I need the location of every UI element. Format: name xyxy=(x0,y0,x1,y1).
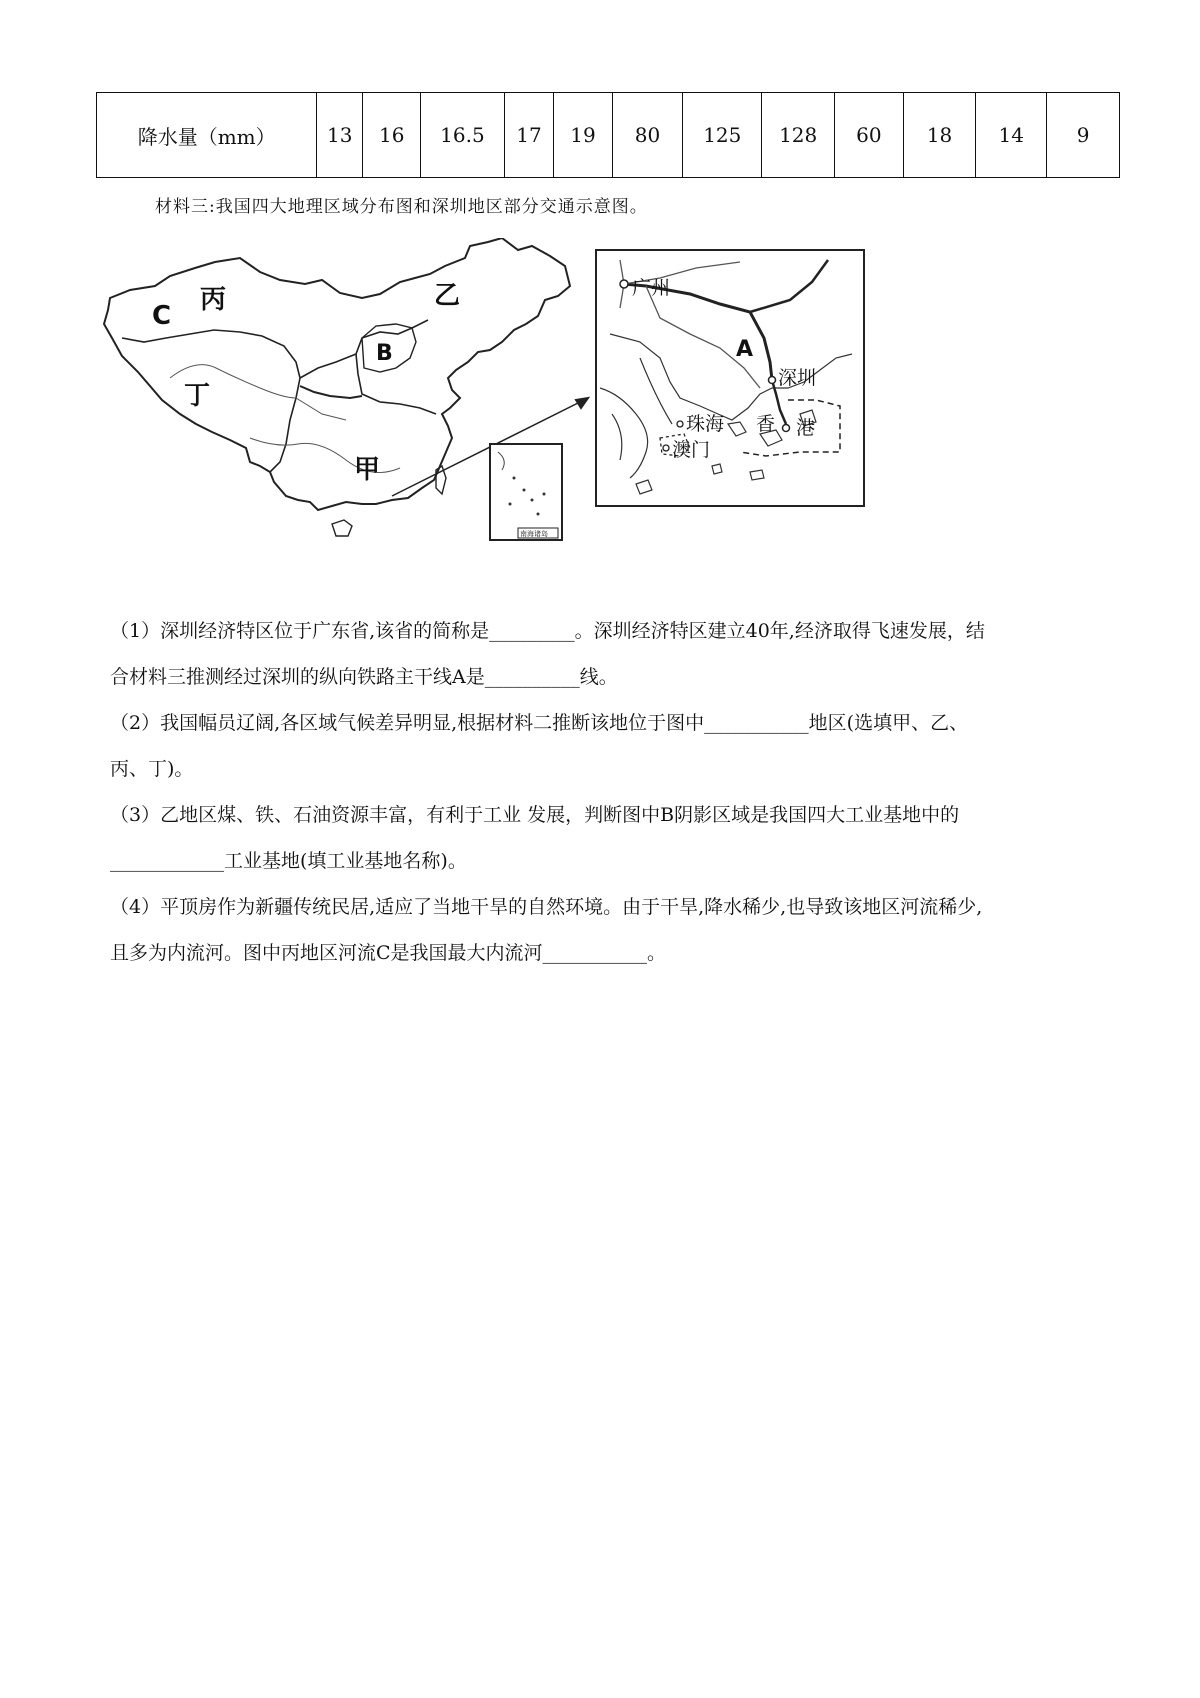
precipitation-table xyxy=(96,92,1120,178)
question-2 xyxy=(110,700,1120,792)
table-cell: 60 xyxy=(835,93,904,178)
table-cell: 16.5 xyxy=(421,93,504,178)
label-jia: 甲 xyxy=(354,455,381,485)
question-line: 合材料三推测经过深圳的纵向铁路主干线A是__________线。 xyxy=(110,666,618,688)
question-line: 且多为内流河。图中丙地区河流C是我国最大内流河___________。 xyxy=(110,942,667,964)
china-map-labels xyxy=(152,281,460,485)
question-line: （1）深圳经济特区位于广东省,该省的简称是_________。深圳经济特区建立40年,经济取得飞速发展，结 xyxy=(110,620,985,642)
maps-figure xyxy=(100,238,1100,598)
table-cell: 80 xyxy=(612,93,683,178)
table-cell: 14 xyxy=(976,93,1047,178)
label-yi: 乙 xyxy=(434,281,461,311)
table-row xyxy=(97,93,1120,178)
table-cell: 19 xyxy=(554,93,612,178)
question-line: （3）乙地区煤、铁、石油资源丰富，有利于工业 发展，判断图中B阴影区域是我国四大工业基地中的 xyxy=(110,804,960,826)
guangzhou-marker xyxy=(620,280,628,288)
question-1 xyxy=(110,608,1120,700)
table-cell: 125 xyxy=(683,93,762,178)
table-cell: 17 xyxy=(504,93,554,178)
table-cell: 16 xyxy=(363,93,421,178)
label-gang: 港 xyxy=(796,417,816,439)
label-zhuhai: 珠海 xyxy=(686,413,725,435)
question-line: 丙、丁)。 xyxy=(110,758,194,780)
question-line: （2）我国幅员辽阔,各区域气候差异明显,根据材料二推断该地位于图中___________地区(选填甲、乙、 xyxy=(110,712,969,734)
label-shenzhen: 深圳 xyxy=(778,367,817,389)
region-boundary xyxy=(270,378,300,472)
label-aomen: 澳门 xyxy=(672,439,711,461)
region-boundary xyxy=(122,330,300,378)
label-b: B xyxy=(376,341,393,366)
hainan-island xyxy=(332,520,352,536)
hongkong-marker xyxy=(783,425,790,432)
macau-marker xyxy=(663,445,669,451)
pointer-arrowhead xyxy=(576,398,588,408)
qinling-huaihe-line xyxy=(300,386,362,398)
question-3 xyxy=(110,792,1120,884)
region-boundary xyxy=(300,320,428,378)
question-4 xyxy=(110,884,1120,976)
label-a: A xyxy=(736,337,754,362)
label-bing: 丙 xyxy=(200,285,227,315)
question-line: ____________工业基地(填工业基地名称)。 xyxy=(110,850,467,872)
question-line: （4）平顶房作为新疆传统民居,适应了当地干旱的自然环境。由于干旱,降水稀少,也导致该地区河流稀少, xyxy=(110,896,983,918)
table-cell: 13 xyxy=(317,93,363,178)
material3-caption: 材料三:我国四大地理区域分布图和深圳地区部分交通示意图。 xyxy=(155,197,648,217)
label-xiang: 香 xyxy=(756,413,776,435)
table-cell: 18 xyxy=(903,93,976,178)
south-sea-inset xyxy=(490,444,562,540)
shenzhen-marker xyxy=(769,377,776,384)
row-label: 降水量（mm） xyxy=(97,93,317,178)
region-boundary xyxy=(356,354,436,414)
table-cell: 128 xyxy=(762,93,835,178)
label-guangzhou: 广州 xyxy=(632,277,671,299)
zhuhai-marker xyxy=(677,421,683,427)
label-ding: 丁 xyxy=(184,381,211,411)
label-c: C xyxy=(152,301,172,331)
inset-label: 南海诸岛 xyxy=(520,530,548,538)
table-cell: 9 xyxy=(1047,93,1120,178)
